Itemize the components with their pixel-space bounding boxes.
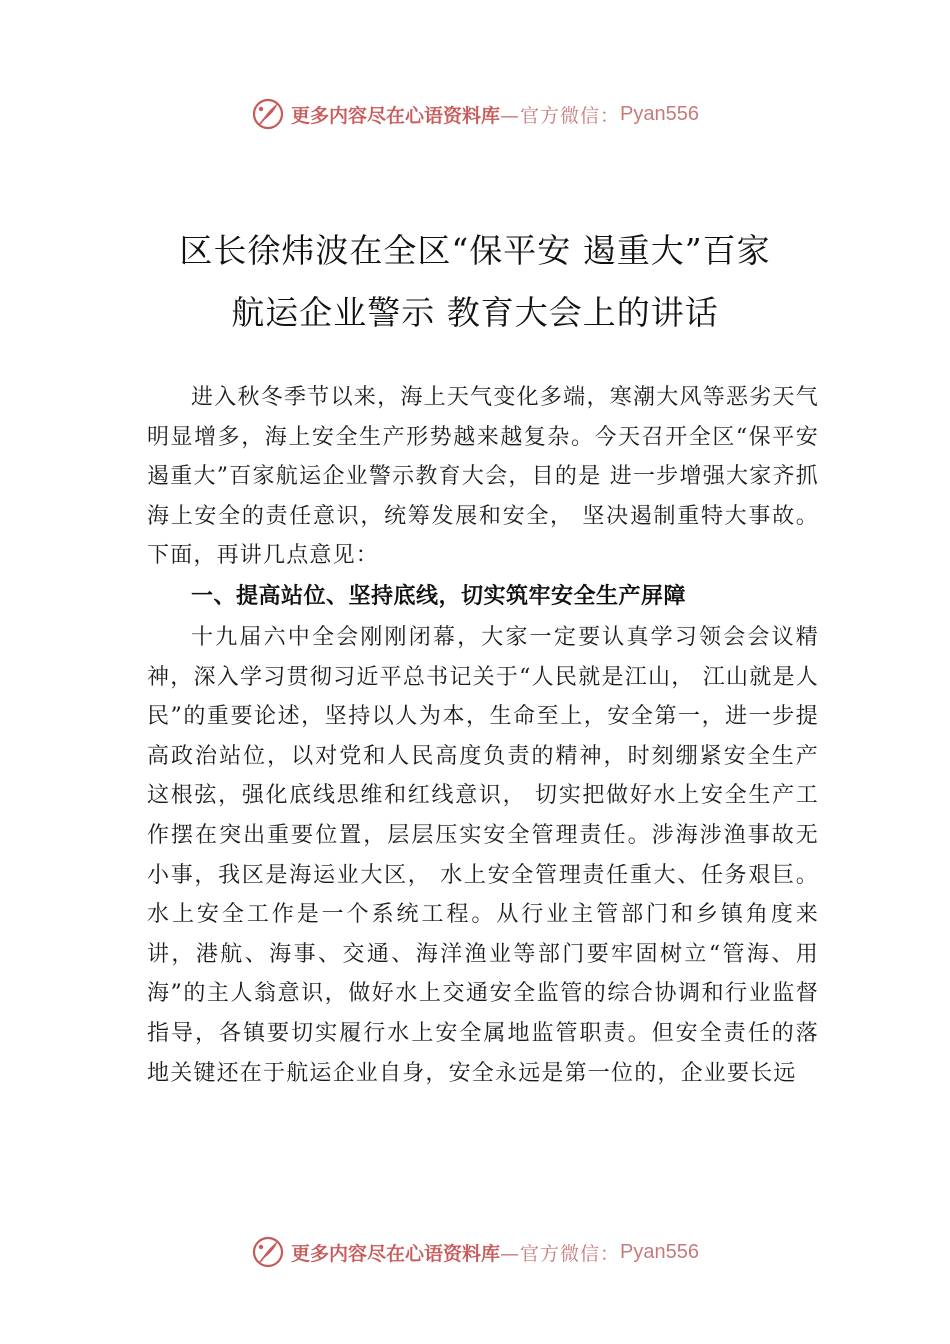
title-line-2: 航运企业警示 教育大会上的讲话 — [231, 293, 719, 332]
banner-wechat-id: Pyan556 — [620, 102, 699, 125]
footer-watermark-banner — [0, 1232, 950, 1272]
banner-wechat-label: —官方微信： — [500, 1242, 621, 1265]
banner-wechat-id: Pyan556 — [620, 1240, 699, 1263]
quill-pen-logo-icon — [251, 97, 285, 131]
document-body — [147, 378, 819, 1093]
document-title — [100, 220, 850, 344]
banner-site-name: 更多内容尽在心语资料库 — [291, 104, 501, 127]
banner-wechat-label: —官方微信： — [500, 104, 621, 127]
banner-site-name: 更多内容尽在心语资料库 — [291, 1242, 501, 1265]
paragraph-intro: 进入秋冬季节以来，海上天气变化多端，寒潮大风等恶劣天气明显增多，海上安全生产形势越来越复杂。今天召开全区“保平安 遏重大”百家航运企业警示教育大会，目的是 进一步增强大家齐抓海上安全的责任意识，统筹发展和安全， 坚决遏制重特大事故。下面，再讲几点意见： — [147, 385, 819, 569]
quill-pen-logo-icon — [251, 1235, 285, 1269]
header-watermark-banner — [0, 94, 950, 134]
paragraph-section-1: 十九届六中全会刚刚闭幕，大家一定要认真学习领会会议精神，深入学习贯彻习近平总书记关于“人民就是江山， 江山就是人民”的重要论述，坚持以人为本，生命至上，安全第一，进一步提高政治站位，以对党和人民高度负责的精神，时刻绷紧安全生产这根弦，强化底线思维和红线意识， 切实把做好水上安全生产工作摆在突出重要位置，层层压实安全管理责任。涉海涉渔事故无小事，我区是海运业大区， 水上安全管理责任重大、任务艰巨。水上安全工作是一个系统工程。从行业主管部门和乡镇角度来讲，港航、海事、交通、海洋渔业等部门要牢固树立“管海、用海”的主人翁意识，做好水上交通安全监管的综合协调和行业监督指导，各镇要切实履行水上安全属地监管职责。但安全责任的落地关键还在于航运企业自身，安全永远是第一位的，企业要长远 — [147, 624, 819, 1086]
title-line-1: 区长徐炜波在全区“保平安 遏重大”百家 — [179, 231, 771, 270]
section-heading-1: 一、提高站位、坚持底线，切实筑牢安全生产屏障 — [191, 583, 687, 609]
